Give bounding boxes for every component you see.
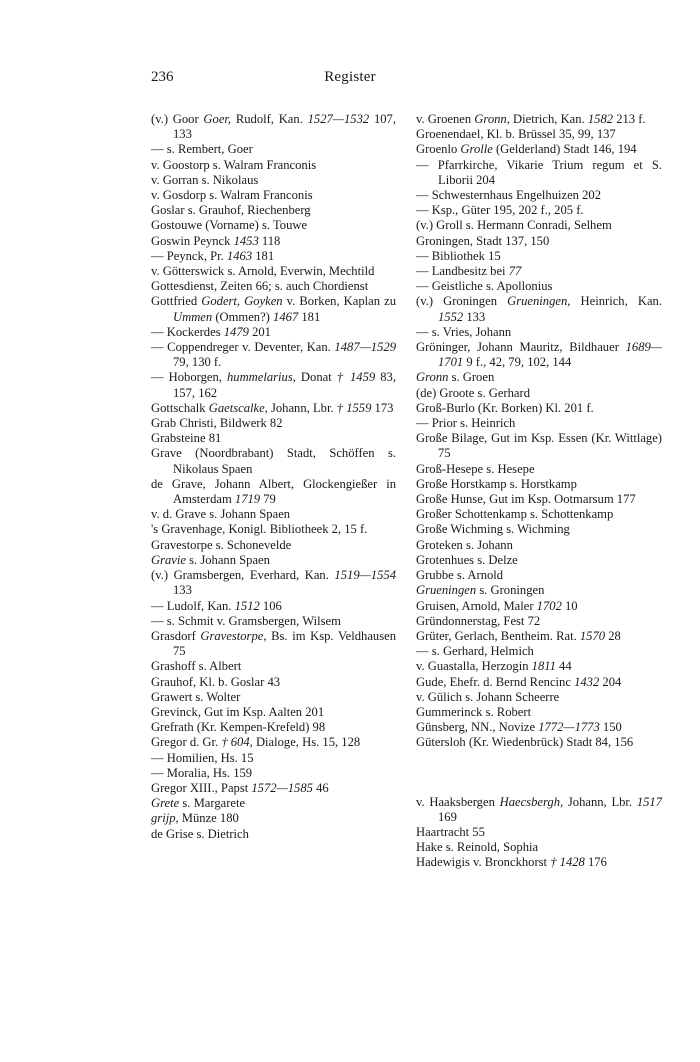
index-entry-segment: Münze 180 xyxy=(178,811,239,826)
index-entry-segment: Dietrich, Kan. xyxy=(509,112,588,126)
index-entry-segment: — Pfarrkirche, Vikarie Trium regum et S. Liborii 204 xyxy=(416,157,662,187)
index-entry xyxy=(416,644,662,659)
index-entry-segment: Goer, xyxy=(203,112,232,126)
index-entry xyxy=(151,781,396,796)
index-entry-segment: Gütersloh (Kr. Wiedenbrück) Stadt 84, 156 xyxy=(416,735,634,750)
index-entry-segment: Grashoff s. Albert xyxy=(151,659,242,674)
index-entry-segment: 's Gravenhage, Konigl. Bibliotheek 2, 15 f. xyxy=(151,522,368,537)
index-entry-segment: (Gelderland) Stadt 146, 194 xyxy=(492,142,637,157)
index-entry-segment: hummelarius, xyxy=(226,370,296,385)
index-entry xyxy=(416,705,662,720)
index-entry xyxy=(151,538,396,553)
index-entry-segment: Grubbe s. Arnold xyxy=(416,568,504,583)
index-entry-segment: s. Johann Spaen xyxy=(185,552,270,567)
index-entry-segment: 1479 xyxy=(223,324,249,339)
index-entry xyxy=(151,431,396,446)
index-entry xyxy=(151,720,396,735)
index-entry-segment: 1552 xyxy=(438,309,464,324)
index-entry xyxy=(416,825,662,840)
index-entry xyxy=(416,735,662,750)
index-entry-segment: 1487—1529 xyxy=(334,340,396,355)
index-entry-segment: Gravie xyxy=(151,552,186,567)
index-entry xyxy=(151,553,396,568)
index-entry xyxy=(416,477,662,492)
index-entry-segment: 44 xyxy=(555,659,572,674)
index-entry xyxy=(416,629,662,644)
index-entry-segment: — Peynck, Pr. xyxy=(151,248,227,263)
index-entry xyxy=(416,325,662,340)
index-entry-segment: 1772—1773 xyxy=(538,720,600,735)
index-entry-segment: v. Gorran s. Nikolaus xyxy=(151,172,259,187)
index-entry xyxy=(416,538,662,553)
index-entry-segment: Donat xyxy=(295,370,337,385)
index-entry xyxy=(416,416,662,431)
index-entry-segment: 1572—1585 xyxy=(251,780,313,795)
index-entry-segment: — s. Vries, Johann xyxy=(416,324,512,339)
index-entry-segment: Gravestorpe, xyxy=(200,628,267,643)
index-entry-segment: 1517 xyxy=(636,794,662,809)
index-entry-segment: v. Gülich s. Johann Scheerre xyxy=(416,689,560,704)
index-entry xyxy=(416,249,662,264)
index-entry-segment: Hake s. Reinold, Sophia xyxy=(416,840,539,855)
index-entry-segment: Godert, Goyken xyxy=(201,294,283,309)
index-entry-segment: — Homilien, Hs. 15 xyxy=(151,750,254,765)
index-entry-segment: (Ommen?) xyxy=(212,309,274,324)
index-column-right xyxy=(416,112,662,871)
index-entry xyxy=(416,203,662,218)
index-entry xyxy=(151,735,396,750)
index-entry-segment: Gude, Ehefr. d. Bernd Rencinc xyxy=(416,674,575,689)
index-entry-segment: 1519—1554 xyxy=(334,568,396,583)
index-entry xyxy=(151,294,396,324)
index-entry xyxy=(416,386,662,401)
index-entry-segment: Gottfried xyxy=(151,294,202,309)
index-entry-segment: Gründonnerstag, Fest 72 xyxy=(416,613,541,628)
index-entry-segment: Groenlo xyxy=(416,142,461,157)
index-entry-segment: de Grave, Johann Albert, Glockengießer in Amsterdam xyxy=(151,476,396,507)
index-entry-segment: Günsberg, NN., Novize xyxy=(416,720,539,735)
index-entry xyxy=(416,431,662,461)
index-entry xyxy=(416,340,662,370)
index-entry-segment: Gronn xyxy=(416,370,449,385)
index-entry xyxy=(416,614,662,629)
index-entry-segment: 1512 xyxy=(234,598,260,613)
index-entry xyxy=(151,629,396,659)
index-entry xyxy=(416,675,662,690)
index-entry-segment: s. Groen xyxy=(448,370,495,385)
index-entry-segment: — s. Gerhard, Helmich xyxy=(416,644,534,659)
index-entry-segment: Große Wichming s. Wichming xyxy=(416,522,570,537)
index-entry-segment: Grueningen, xyxy=(507,294,571,309)
index-entry xyxy=(151,522,396,537)
index-entry-segment: Groß-Burlo (Kr. Borken) Kl. 201 f. xyxy=(416,400,594,415)
index-entry xyxy=(416,127,662,142)
index-entry xyxy=(416,294,662,324)
index-entry xyxy=(151,599,396,614)
index-entry-segment: de Grise s. Dietrich xyxy=(151,826,249,841)
index-entry-segment: 1689—1701 xyxy=(438,340,662,370)
index-entry xyxy=(416,264,662,279)
index-entry-segment: 1719 xyxy=(234,492,261,507)
index-entry xyxy=(151,827,396,842)
index-entry-segment: 118 xyxy=(258,233,281,248)
index-entry xyxy=(151,507,396,522)
page-number: 236 xyxy=(151,69,174,85)
index-entry xyxy=(151,112,396,142)
index-entry-segment: Gravestorpe s. Schonevelde xyxy=(151,537,292,552)
index-entry-segment: Goslar s. Grauhof, Riechenberg xyxy=(151,203,311,218)
index-entry xyxy=(151,659,396,674)
index-entry xyxy=(151,690,396,705)
index-entry-segment: — s. Rembert, Goer xyxy=(151,142,253,157)
index-entry xyxy=(416,218,662,233)
index-entry-segment: Grueningen xyxy=(416,583,477,598)
index-entry-segment: 106 xyxy=(259,598,282,613)
index-entry-segment: Gottschalk xyxy=(151,400,209,415)
index-entry-segment: 181 xyxy=(252,248,275,263)
index-entry-segment: Grolle xyxy=(460,142,493,157)
index-entry-segment: 79 xyxy=(260,492,276,507)
index-entry xyxy=(151,370,396,400)
index-entry xyxy=(416,462,662,477)
index-entry-segment: † 604, xyxy=(221,735,253,750)
index-entry-segment: — Ludolf, Kan. xyxy=(151,598,235,613)
index-entry-segment: † 1559 xyxy=(336,400,372,415)
index-entry-segment: Gottesdienst, Zeiten 66; s. auch Chordienst xyxy=(151,279,369,294)
index-entry-segment: v. Borken, Kaplan zu xyxy=(282,294,397,309)
index-entry-segment: Haartracht 55 xyxy=(416,824,485,839)
index-entry-segment: 1570 xyxy=(579,628,606,643)
index-entry-segment: 1467 xyxy=(273,309,299,324)
index-entry-segment: 176 xyxy=(584,855,607,870)
index-entry xyxy=(151,234,396,249)
index-entry-segment: Rudolf, Kan. xyxy=(231,112,308,126)
index-entry xyxy=(416,279,662,294)
index-entry xyxy=(416,583,662,598)
index-entry-segment: † 1428 xyxy=(550,855,585,870)
index-entry-segment: Grauhof, Kl. b. Goslar 43 xyxy=(151,674,281,689)
index-entry-segment: Gröninger, Johann Mauritz, Bildhauer xyxy=(416,340,626,355)
index-entry-segment: Grab Christi, Bildwerk 82 xyxy=(151,416,283,431)
index-entry xyxy=(151,173,396,188)
index-entry xyxy=(416,158,662,188)
index-entry-segment: Grevinck, Gut im Ksp. Aalten 201 xyxy=(151,704,325,719)
index-entry xyxy=(416,720,662,735)
index-entry xyxy=(151,188,396,203)
index-entry xyxy=(151,203,396,218)
index-entry xyxy=(416,188,662,203)
index-entry-segment: 10 xyxy=(561,598,578,613)
index-entry xyxy=(151,416,396,431)
index-entry xyxy=(151,325,396,340)
index-entry-segment: grijp, xyxy=(151,811,179,826)
index-entry-segment: Johann, Lbr. xyxy=(267,400,337,415)
index-entry xyxy=(151,614,396,629)
index-entry xyxy=(151,340,396,370)
index-entry xyxy=(416,599,662,614)
index-entry-segment: Groningen, Stadt 137, 150 xyxy=(416,233,550,248)
index-entry-segment: Große Horstkamp s. Horstkamp xyxy=(416,476,577,491)
index-entry-segment: 1702 xyxy=(536,598,562,613)
index-entry-segment: Grüter, Gerlach, Bentheim. Rat. xyxy=(416,628,580,643)
index-entry xyxy=(416,522,662,537)
index-entry-segment: 9 f., 42, 79, 102, 144 xyxy=(463,355,572,370)
index-entry xyxy=(416,840,662,855)
index-entry-segment: s. Margarete xyxy=(179,796,246,811)
index-entry-segment: Gruisen, Arnold, Maler xyxy=(416,598,537,613)
index-entry-segment: v. d. Grave s. Johann Spaen xyxy=(151,507,291,522)
index-entry-segment: Haecsbergh, xyxy=(499,794,564,809)
index-entry xyxy=(416,855,662,870)
index-entry-segment: Gregor d. Gr. xyxy=(151,735,222,750)
index-entry xyxy=(416,507,662,522)
index-entry xyxy=(416,553,662,568)
index-entry-segment: 201 xyxy=(248,324,271,339)
index-entry xyxy=(151,568,396,598)
index-entry-segment: Großer Schottenkamp s. Schottenkamp xyxy=(416,507,614,522)
index-entry xyxy=(416,690,662,705)
index-entry-segment: 173 xyxy=(371,400,394,415)
index-entry-segment: Hadewigis v. Bronckhorst xyxy=(416,855,551,870)
index-entry-segment: Gostouwe (Vorname) s. Touwe xyxy=(151,218,308,233)
index-entry-segment: Grabsteine 81 xyxy=(151,431,222,446)
index-entry-segment: 169 xyxy=(438,809,457,824)
index-entry xyxy=(151,751,396,766)
index-entry-segment: Johann, Lbr. xyxy=(563,794,637,809)
index-entry xyxy=(151,264,396,279)
index-entry xyxy=(416,659,662,674)
index-entry xyxy=(416,795,662,825)
index-entry-segment: 77 xyxy=(508,264,522,279)
index-entry-segment: — Bibliothek 15 xyxy=(416,248,501,263)
index-entry-segment: — Ksp., Güter 195, 202 f., 205 f. xyxy=(416,203,584,218)
index-entry xyxy=(151,811,396,826)
index-entry-segment: — Kockerdes xyxy=(151,324,224,339)
index-entry-segment: (de) Groote s. Gerhard xyxy=(416,385,530,400)
index-entry-segment: 181 xyxy=(298,309,321,324)
index-entry xyxy=(151,796,396,811)
index-entry-segment: Bs. im Ksp. Veldhausen 75 xyxy=(173,628,396,659)
index-entry-segment: (v.) Gramsbergen, Everhard, Kan. xyxy=(151,568,335,583)
index-entry-segment: 1527—1532 xyxy=(307,112,370,126)
index-entry-segment: † 1459 xyxy=(336,370,376,385)
index-entry-segment: 107, 133 xyxy=(173,112,396,142)
index-entry-segment: v. Gosdorp s. Walram Franconis xyxy=(151,188,313,203)
index-entry-segment: Dialoge, Hs. 15, 128 xyxy=(252,735,361,750)
index-entry-segment: v. Götterswick s. Arnold, Everwin, Mechtild xyxy=(151,264,375,279)
index-entry-segment: — Moralia, Hs. 159 xyxy=(151,765,253,780)
index-entry-segment: 204 xyxy=(599,674,622,689)
index-entry-segment: 1432 xyxy=(574,674,600,689)
index-entry-segment: (v.) Groll s. Hermann Conradi, Selhem xyxy=(416,218,612,233)
index-entry-segment: 133 xyxy=(463,309,486,324)
index-entry-segment: Ummen xyxy=(173,309,213,324)
index-entry-segment: — Geistliche s. Apollonius xyxy=(416,279,553,294)
index-entry-segment: 1582 xyxy=(587,112,614,126)
index-entry-segment: (v.) Groningen xyxy=(416,294,508,309)
index-entry-segment: 150 xyxy=(599,720,622,735)
index-entry xyxy=(151,705,396,720)
index-entry xyxy=(416,492,662,507)
index-entry-segment: Goswin Peynck xyxy=(151,233,234,248)
index-entry-segment: — Landbesitz bei xyxy=(416,264,509,279)
index-entry xyxy=(151,766,396,781)
index-entry-segment: 1463 xyxy=(226,248,253,263)
index-entry-segment: Grave (Noordbrabant) Stadt, Schöffen s. Nikolaus Spaen xyxy=(151,446,396,476)
index-entry xyxy=(151,446,396,476)
index-entry-segment: — s. Schmit v. Gramsbergen, Wilsem xyxy=(151,613,341,628)
index-entry xyxy=(151,279,396,294)
page-header xyxy=(0,69,700,91)
index-entry-segment: 83, 157, 162 xyxy=(173,370,396,400)
running-head: Register xyxy=(324,69,376,85)
index-entry xyxy=(151,249,396,264)
index-entry-segment: s. Groningen xyxy=(476,583,545,598)
index-column-left xyxy=(151,112,396,842)
index-entry-segment: Grefrath (Kr. Kempen-Krefeld) 98 xyxy=(151,720,326,735)
index-entry-segment: Gaetscalke, xyxy=(208,400,268,415)
index-entry-segment: 79, 130 f. xyxy=(173,355,222,370)
index-entry-segment: Heinrich, Kan. xyxy=(570,294,662,309)
index-entry xyxy=(151,477,396,507)
index-entry-segment: — Hoborgen, xyxy=(151,370,227,385)
index-entry xyxy=(416,370,662,385)
index-entry-segment: v. Groenen xyxy=(416,112,475,126)
index-entry-segment: Grete xyxy=(151,796,180,811)
index-entry xyxy=(416,401,662,416)
index-entry xyxy=(151,142,396,157)
index-entry xyxy=(151,158,396,173)
index-entry-segment: Groß-Hesepe s. Hesepe xyxy=(416,461,535,476)
index-entry-segment: — Prior s. Heinrich xyxy=(416,416,516,431)
index-entry-segment: 213 f. xyxy=(613,112,646,126)
index-entry-segment: v. Goostorp s. Walram Franconis xyxy=(151,157,317,172)
index-entry xyxy=(151,218,396,233)
index-entry-segment: Große Hunse, Gut im Ksp. Ootmarsum 177 xyxy=(416,492,636,507)
index-entry-segment: Gummerinck s. Robert xyxy=(416,704,532,719)
index-entry-segment: 1453 xyxy=(233,233,259,248)
index-entry-segment: Grawert s. Wolter xyxy=(151,689,241,704)
index-entry-segment: 46 xyxy=(312,780,329,795)
index-entry xyxy=(416,142,662,157)
index-entry-segment: 1811 xyxy=(531,659,556,674)
index-entry-segment: 28 xyxy=(605,628,621,643)
index-entry-segment: — Schwesternhaus Engelhuizen 202 xyxy=(416,188,602,203)
index-entry xyxy=(151,675,396,690)
index-entry-segment: Gregor XIII., Papst xyxy=(151,780,252,795)
index-entry xyxy=(416,234,662,249)
index-entry-segment: Grasdorf xyxy=(151,628,201,643)
index-entry-segment: Große Bilage, Gut im Ksp. Essen (Kr. Wittlage) 75 xyxy=(416,431,662,461)
index-entry xyxy=(416,568,662,583)
index-entry-segment: 133 xyxy=(173,583,192,598)
index-entry-segment: Grotenhues s. Delze xyxy=(416,552,518,567)
index-entry-segment: (v.) Goor xyxy=(151,112,204,126)
index-entry-segment: Groteken s. Johann xyxy=(416,537,513,552)
index-entry-segment: Groenendael, Kl. b. Brüssel 35, 99, 137 xyxy=(416,127,616,142)
index-entry-segment: — Coppendreger v. Deventer, Kan. xyxy=(151,340,335,355)
index-entry xyxy=(416,112,662,127)
index-entry-segment: Gronn, xyxy=(474,112,510,126)
index-entry-segment: v. Haaksbergen xyxy=(416,794,500,809)
index-entry xyxy=(151,401,396,416)
index-entry-segment: v. Guastalla, Herzogin xyxy=(416,659,532,674)
